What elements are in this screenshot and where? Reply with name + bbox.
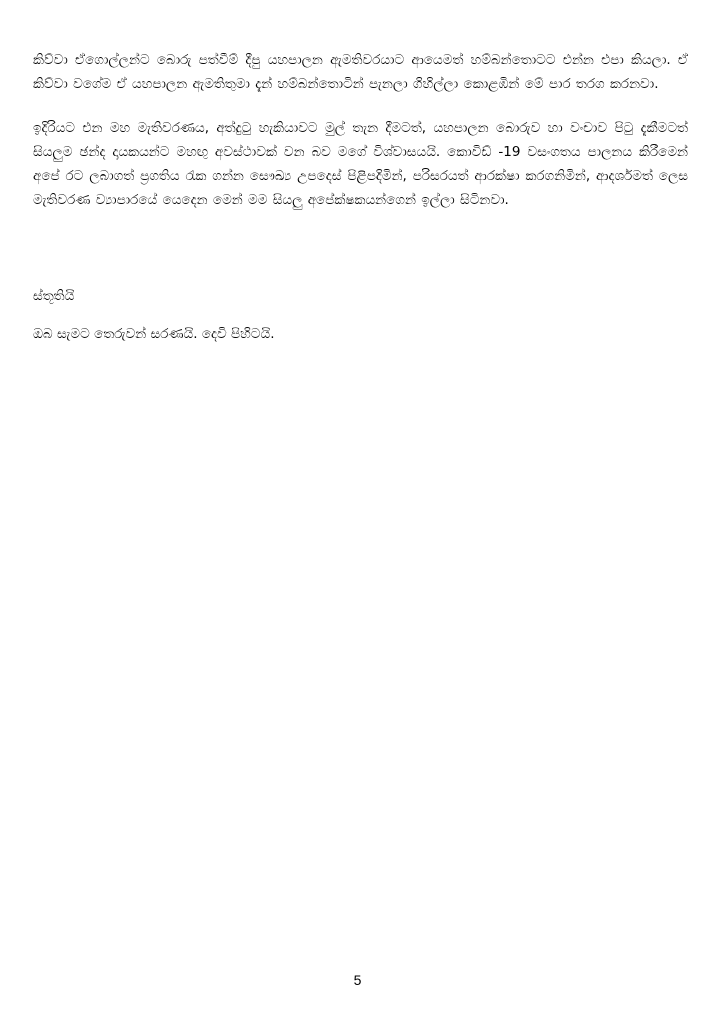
thanks-line: ස්තූතියි: [33, 288, 75, 304]
paragraph-1: කිව්වා ඒගොල්ලන්ට බොරු පත්වීම් දීපු යහපාලන ඇමතිවරයාට ආයෙමත් හම්බන්තොටට එන්න එපා කියලා. ඒ කිව්වා වගේම ඒ යහපාලන ඇමතිතුමා දැන් හම්බන්තොටින් පැනලා ගිහිල්ලා කොළඹින් මේ පාර තරග කරනවා.: [33, 52, 688, 92]
page-number: 5: [353, 972, 362, 988]
document-body: [33, 48, 688, 346]
closing-blessing: ඔබ සැමට තෙරුවන් සරණයි. දෙවි පිහිටයි.: [33, 326, 275, 342]
paragraph-2: ඉදිරියට එන මහ මැතිවරණය, අත්දුටු හැකියාවට මුල් තැන දීමටත්, යහපාලන බොරුව හා වංචාව පිටු දැකීමටත් සියලුම ඡන්ද දායකයන්ට මහඟු අවස්ථාවක් වන බව මගේ විශ්වාසයයි. කොවිඩ් -19 වසංගතය පාලනය කිරීමෙන් අපේ රට ලබාගත් ප්‍රගතිය රැක ගන්න සෞඛ්‍ය උපදෙස් පිළිපදිමින්, පරිසරයත් ආරක්ෂා කරගනිමින්, ආදර්ශමත් ලෙස මැතිවරණ ව්‍යාපාරයේ යෙදෙන මෙන් මම සියලු අපේක්ෂකයන්ගෙන් ඉල්ලා සිටිනවා.: [33, 120, 688, 208]
